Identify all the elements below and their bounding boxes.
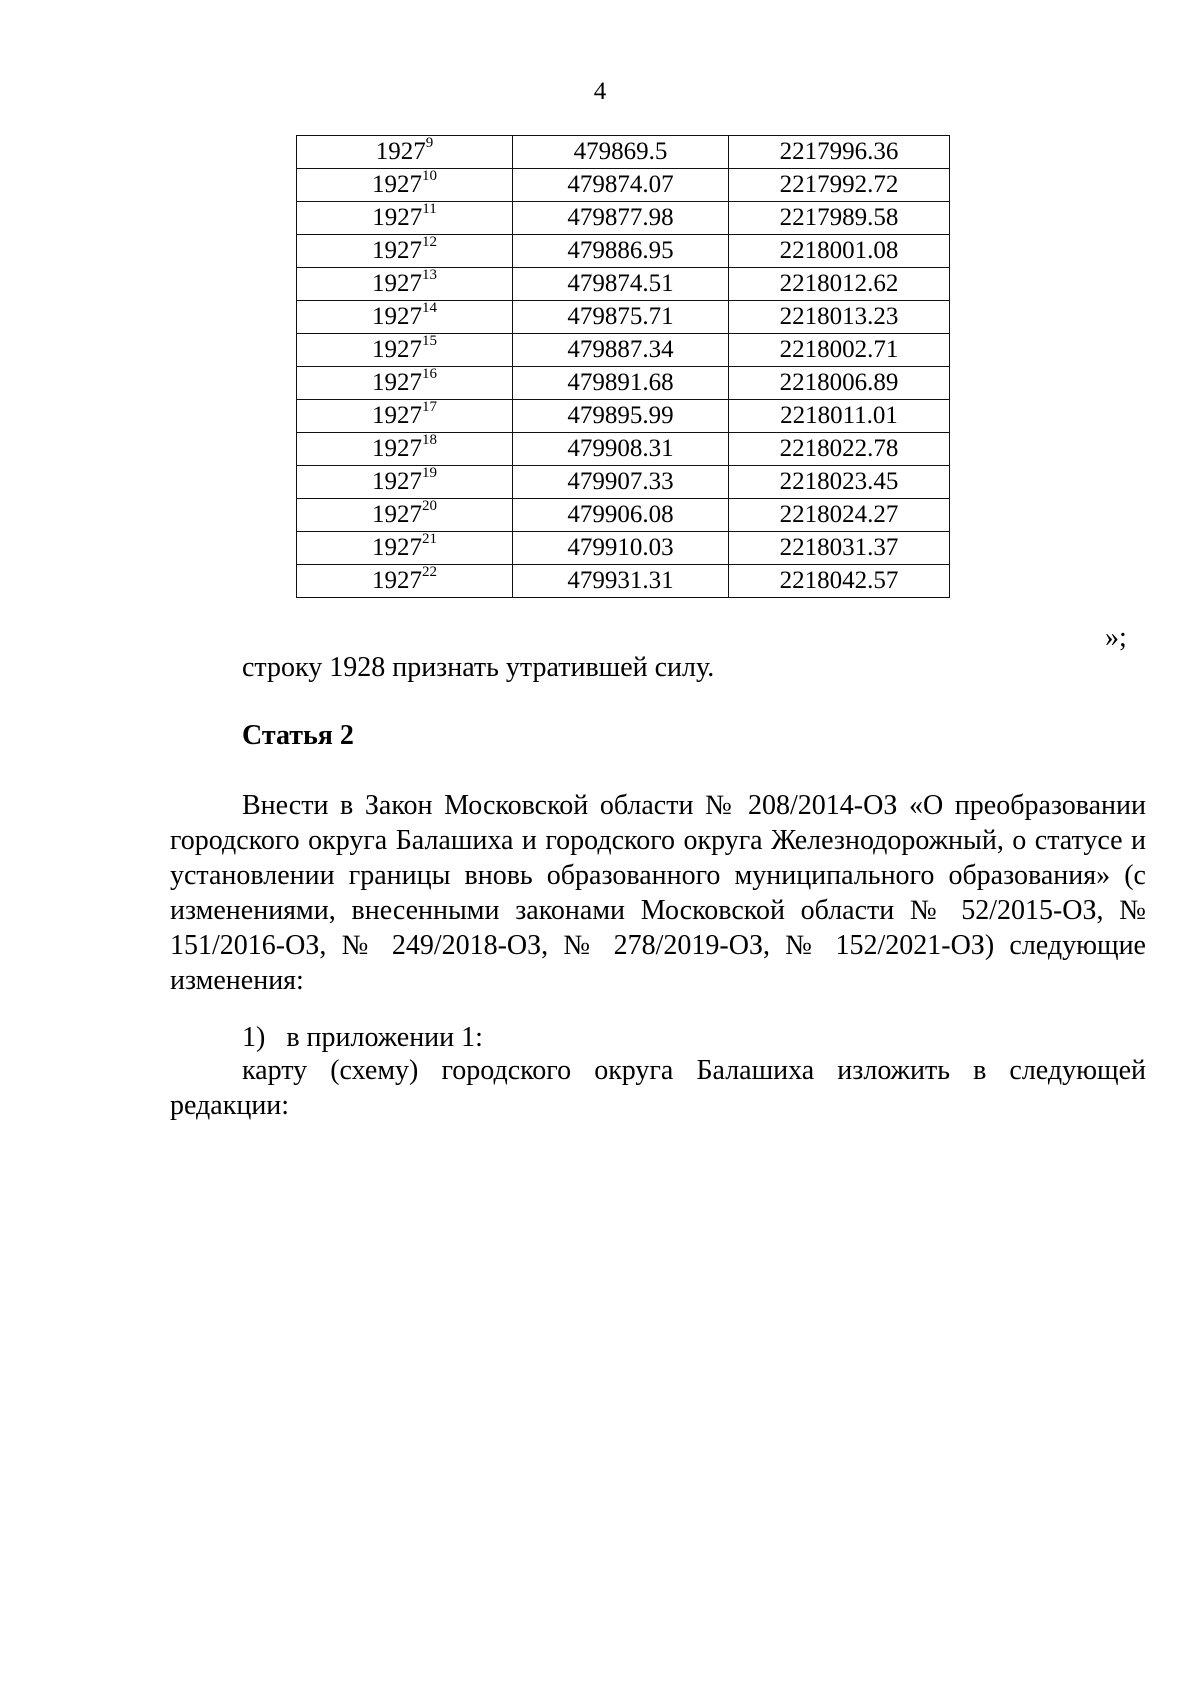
point-id: 1927 [372,567,422,594]
article-body: Внести в Закон Московской области № 208/2014-ОЗ «О преобразовании городского округа Балашиха и городского округа Железнодорожный, о статусе и установлении границы вновь образованного муниципального образования» (с изменениями, внесенными законами Московской области № 52/2015-ОЗ, № 151/2016-ОЗ, № 249/2018-ОЗ, № 278/2019-ОЗ, № 152/2021-ОЗ) следующие изменения: [170,790,1146,996]
table-row [297,433,950,466]
point-id: 1927 [372,171,422,198]
y-coordinate-cell: 2218012.62 [729,268,950,301]
point-id-cell [297,433,513,466]
point-id: 1927 [372,336,422,363]
point-id: 1927 [372,402,422,429]
y-coordinate-cell: 2218042.57 [729,565,950,598]
point-id: 1927 [372,534,422,561]
y-coordinate-cell: 2218024.27 [729,499,950,532]
point-id-superscript: 16 [422,365,437,382]
point-id-cell [297,532,513,565]
coordinates-table-body [297,136,950,598]
point-id-superscript: 12 [422,233,437,250]
table-row [297,499,950,532]
point-id-cell [297,499,513,532]
point-id: 1927 [372,369,422,396]
point-id-cell [297,235,513,268]
point-id-superscript: 21 [422,530,437,547]
point-id-superscript: 14 [422,299,437,316]
point-id-cell [297,169,513,202]
x-coordinate-cell: 479877.98 [513,202,729,235]
point-id-superscript: 13 [422,266,437,283]
point-id-superscript: 15 [422,332,437,349]
point-id-cell [297,565,513,598]
point-id-superscript: 17 [422,398,437,415]
x-coordinate-cell: 479887.34 [513,334,729,367]
y-coordinate-cell: 2218002.71 [729,334,950,367]
y-coordinate-cell: 2218031.37 [729,532,950,565]
map-instruction: карту (схему) городского округа Балашиха изложить в следующей редакции: [170,1055,1146,1121]
page-number: 4 [593,78,607,105]
closing-quote: »; [1105,622,1127,653]
point-id-cell [297,466,513,499]
table-row [297,466,950,499]
point-id: 1927 [372,468,422,495]
y-coordinate-cell: 2218001.08 [729,235,950,268]
point-id: 1927 [372,303,422,330]
article-heading: Статья 2 [242,720,354,751]
y-coordinate-cell: 2217989.58 [729,202,950,235]
point-id-superscript: 19 [422,464,437,481]
point-id-superscript: 11 [422,200,437,217]
point-id-cell [297,367,513,400]
x-coordinate-cell: 479869.5 [513,136,729,169]
y-coordinate-cell: 2218023.45 [729,466,950,499]
point-id-superscript: 9 [425,134,434,151]
x-coordinate-cell: 479886.95 [513,235,729,268]
y-coordinate-cell: 2218011.01 [729,400,950,433]
x-coordinate-cell: 479875.71 [513,301,729,334]
list-item-1: 1) в приложении 1: [242,1022,483,1053]
point-id-cell [297,301,513,334]
x-coordinate-cell: 479895.99 [513,400,729,433]
table-row [297,367,950,400]
x-coordinate-cell: 479891.68 [513,367,729,400]
point-id-superscript: 18 [422,431,437,448]
y-coordinate-cell: 2218013.23 [729,301,950,334]
x-coordinate-cell: 479906.08 [513,499,729,532]
repeal-line: строку 1928 признать утратившей силу. [242,652,715,683]
table-row [297,301,950,334]
x-coordinate-cell: 479874.51 [513,268,729,301]
table-row [297,532,950,565]
y-coordinate-cell: 2217992.72 [729,169,950,202]
y-coordinate-cell: 2218022.78 [729,433,950,466]
point-id-cell [297,202,513,235]
table-row [297,565,950,598]
x-coordinate-cell: 479910.03 [513,532,729,565]
point-id-cell [297,334,513,367]
point-id: 1927 [372,270,422,297]
point-id: 1927 [372,237,422,264]
table-row [297,202,950,235]
point-id: 1927 [372,435,422,462]
y-coordinate-cell: 2217996.36 [729,136,950,169]
x-coordinate-cell: 479874.07 [513,169,729,202]
point-id: 1927 [375,138,426,165]
point-id-cell [297,268,513,301]
table-row [297,400,950,433]
point-id-cell [297,136,513,169]
table-row [297,235,950,268]
point-id: 1927 [372,501,422,528]
point-id-superscript: 10 [422,167,437,184]
x-coordinate-cell: 479908.31 [513,433,729,466]
table-row [297,268,950,301]
point-id-superscript: 20 [422,497,437,514]
x-coordinate-cell: 479907.33 [513,466,729,499]
point-id-cell [297,400,513,433]
point-id: 1927 [372,204,423,231]
table-row [297,334,950,367]
y-coordinate-cell: 2218006.89 [729,367,950,400]
x-coordinate-cell: 479931.31 [513,565,729,598]
coordinates-table [296,135,950,598]
table-row [297,136,950,169]
point-id-superscript: 22 [422,563,437,580]
table-row [297,169,950,202]
